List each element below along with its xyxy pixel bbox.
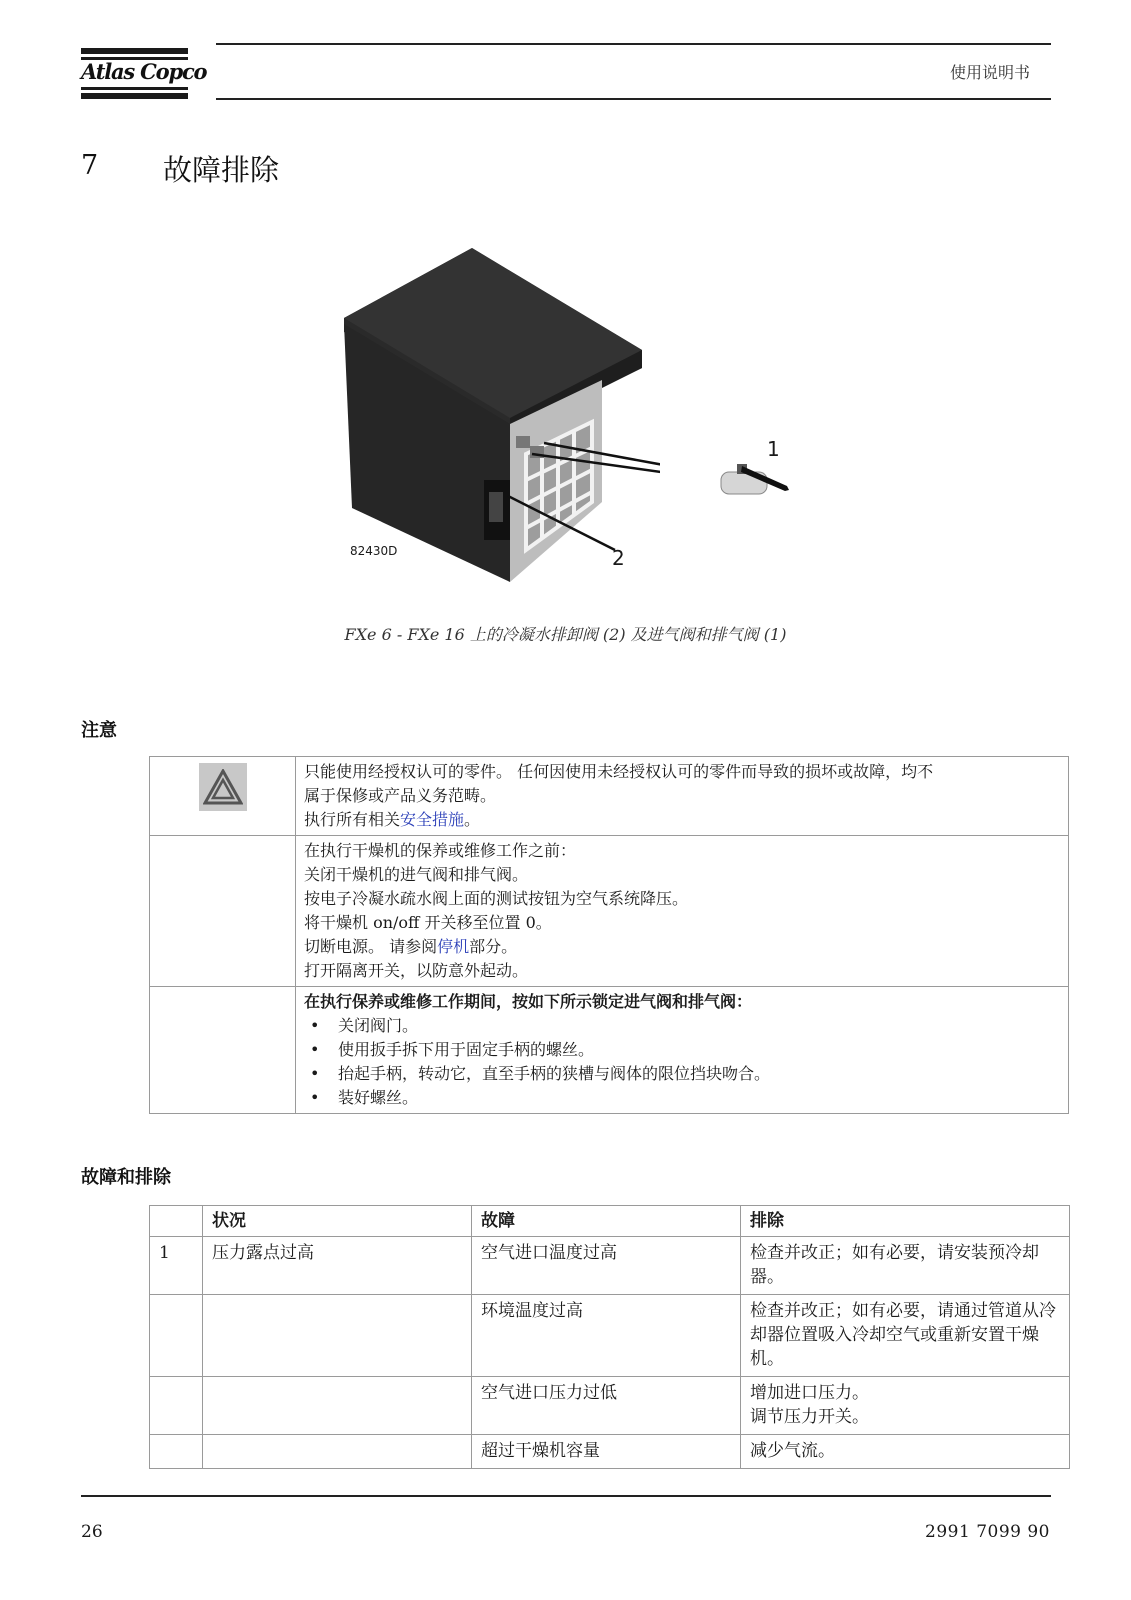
lock-instructions-title: 在执行保养或维修工作期间，按如下所示锁定进气阀和排气阀： xyxy=(304,992,753,1011)
notice-text-cell xyxy=(296,836,1069,987)
table-cell xyxy=(203,1295,472,1377)
empty-cell xyxy=(150,987,296,1114)
lock-steps-list xyxy=(304,1014,1062,1110)
empty-cell xyxy=(150,836,296,987)
header-rule-top xyxy=(216,43,1051,45)
figure-code: 82430D xyxy=(350,544,398,558)
header-rule-bottom xyxy=(216,98,1051,100)
table-cell: 减少气流。 xyxy=(741,1435,1070,1469)
logo-bar-bottom xyxy=(81,87,188,90)
callout-1: 1 xyxy=(767,437,780,461)
table-cell: 1 xyxy=(150,1237,203,1295)
list-item: • 使用扳手拆下用于固定手柄的螺丝。 xyxy=(304,1038,1062,1062)
notice-text: 关闭干燥机的进气阀和排气阀。 xyxy=(304,865,529,884)
ball-valve-drawing xyxy=(715,458,795,508)
notice-text: 在执行干燥机的保养或维修工作之前： xyxy=(304,841,577,860)
table-cell: 超过干燥机容量 xyxy=(472,1435,741,1469)
warning-triangle-icon xyxy=(199,763,247,811)
document-number: 2991 7099 90 xyxy=(925,1522,1050,1542)
notice-row xyxy=(150,836,1069,987)
callout-2: 2 xyxy=(612,546,625,570)
dryer-illustration xyxy=(330,240,780,590)
notice-text: 执行所有相关安全措施。 xyxy=(304,810,481,829)
notice-text: 属于保修或产品义务范畴。 xyxy=(304,786,497,805)
table-row xyxy=(150,1295,1070,1377)
notice-table xyxy=(149,756,1069,1114)
table-cell: 压力露点过高 xyxy=(203,1237,472,1295)
table-cell xyxy=(150,1435,203,1469)
page-number: 26 xyxy=(81,1522,103,1542)
list-item: • 装好螺丝。 xyxy=(304,1086,1062,1110)
faults-heading: 故障和排除 xyxy=(81,1167,171,1188)
table-cell xyxy=(203,1377,472,1435)
table-cell: 空气进口温度过高 xyxy=(472,1237,741,1295)
table-row xyxy=(150,1237,1070,1295)
table-cell xyxy=(150,1295,203,1377)
table-cell xyxy=(150,1377,203,1435)
notice-text-cell xyxy=(296,987,1069,1114)
logo-bar-base xyxy=(81,93,188,99)
table-cell xyxy=(203,1435,472,1469)
footer-rule xyxy=(81,1495,1051,1497)
table-row xyxy=(150,1435,1070,1469)
notice-row xyxy=(150,757,1069,836)
notice-text: 打开隔离开关，以防意外起动。 xyxy=(304,961,529,980)
table-cell: 检查并改正；如有必要，请通过管道从冷却器位置吸入冷却空气或重新安置干燥机。 xyxy=(741,1295,1070,1377)
chapter-title: 故障排除 xyxy=(163,153,280,187)
notice-text: 按电子冷凝水疏水阀上面的测试按钮为空气系统降压。 xyxy=(304,889,689,908)
notice-text-cell xyxy=(296,757,1069,836)
notice-icon-cell xyxy=(150,757,296,836)
document-type: 使用说明书 xyxy=(949,63,1030,82)
faults-table xyxy=(149,1205,1070,1469)
table-row xyxy=(150,1377,1070,1435)
chapter-number: 7 xyxy=(81,150,99,181)
logo-bar-top xyxy=(81,48,188,54)
notice-heading: 注意 xyxy=(81,720,117,741)
list-item: • 抬起手柄，转动它，直至手柄的狭槽与阀体的限位挡块吻合。 xyxy=(304,1062,1062,1086)
table-cell: 环境温度过高 xyxy=(472,1295,741,1377)
brand-logo: Atlas Copco xyxy=(81,59,207,84)
shutdown-link[interactable]: 停机 xyxy=(437,937,470,956)
notice-text: 切断电源。 请参阅停机部分。 xyxy=(304,937,518,956)
table-cell: 空气进口压力过低 xyxy=(472,1377,741,1435)
notice-text: 将干燥机 on/off 开关移至位置 0。 xyxy=(304,913,552,932)
notice-row xyxy=(150,987,1069,1114)
dryer-drawing xyxy=(330,240,660,590)
table-cell: 检查并改正；如有必要，请安装预冷却器。 xyxy=(741,1237,1070,1295)
column-header xyxy=(150,1206,203,1237)
figure-caption: FXe 6 - FXe 16 上的冷凝水排卸阀 (2) 及进气阀和排气阀 (1) xyxy=(344,625,787,644)
column-header: 状况 xyxy=(203,1206,472,1237)
table-cell: 增加进口压力。 调节压力开关。 xyxy=(741,1377,1070,1435)
column-header: 排除 xyxy=(741,1206,1070,1237)
notice-text: 只能使用经授权认可的零件。 任何因使用未经授权认可的零件而导致的损坏或故障，均不 xyxy=(304,762,934,781)
table-header-row xyxy=(150,1206,1070,1237)
column-header: 故障 xyxy=(472,1206,741,1237)
safety-measures-link[interactable]: 安全措施 xyxy=(400,810,465,829)
list-item: • 关闭阀门。 xyxy=(304,1014,1062,1038)
